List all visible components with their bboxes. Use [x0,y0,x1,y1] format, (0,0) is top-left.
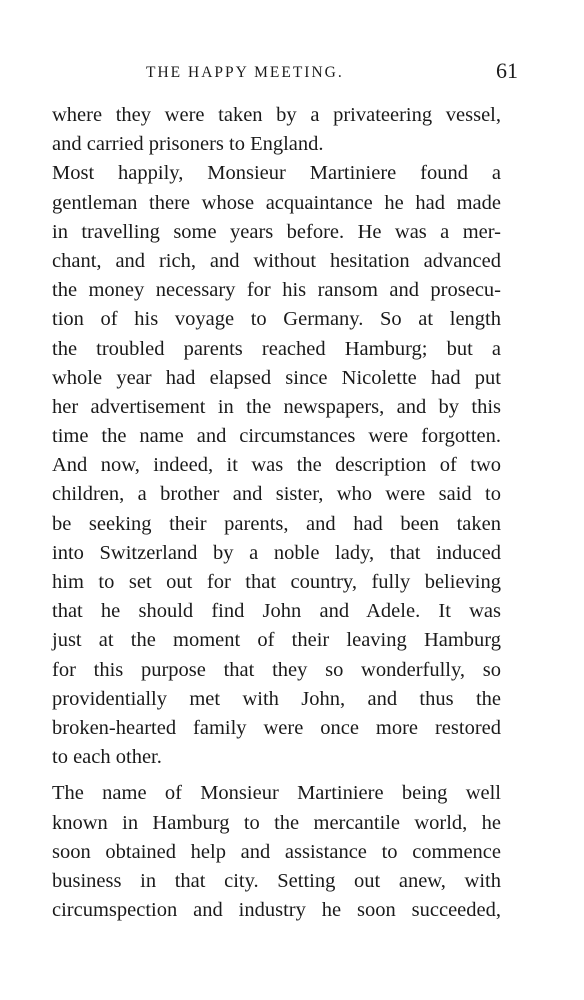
text-line: that he should find John and Adele. It was [52,600,501,623]
text-line: broken-hearted family were once more restored [52,716,501,739]
text-line: The name of Monsieur Martiniere being well [52,782,501,805]
page-number: 61 [496,58,518,83]
text-line: where they were taken by a privateering vessel, [52,104,501,126]
text-line: for this purpose that they so wonderfully, so [52,658,501,681]
text-line: and carried prisoners to England. [52,133,324,156]
text-line: to each other. [52,746,162,769]
running-head: THE HAPPY MEETING. [146,64,344,81]
text-line: circumspection and industry he soon succeeded, [52,899,501,922]
body-text [52,101,501,925]
text-line: And now, indeed, it was the description of two [52,454,501,477]
text-line: tion of his voyage to Germany. So at length [52,308,501,331]
text-line: children, a brother and sister, who were said to [52,483,501,506]
text-line: time the name and circumstances were forgotten. [52,425,501,448]
text-line: in travelling some years before. He was a mer- [52,220,501,243]
text-line: Most happily, Monsieur Martiniere found a [52,162,501,185]
text-line: just at the moment of their leaving Hamburg [52,629,501,652]
page-header [52,58,518,88]
text-line: him to set out for that country, fully believing [52,571,501,593]
text-line: chant, and rich, and without hesitation advanced [52,249,501,272]
text-line: be seeking their parents, and had been taken [52,512,501,535]
text-line: known in Hamburg to the mercantile world, he [52,811,501,834]
text-line: soon obtained help and assistance to commence [52,840,501,863]
text-line: gentleman there whose acquaintance he had made [52,191,501,214]
text-line: providentially met with John, and thus the [52,687,501,710]
text-line: into Switzerland by a noble lady, that induced [52,541,501,564]
text-line: the troubled parents reached Hamburg; but a [52,337,501,360]
text-line: business in that city. Setting out anew, with [52,869,501,892]
text-line: her advertisement in the newspapers, and by this [52,395,501,418]
text-line: whole year had elapsed since Nicolette had put [52,366,501,389]
text-line: the money necessary for his ransom and prosecu- [52,279,501,302]
